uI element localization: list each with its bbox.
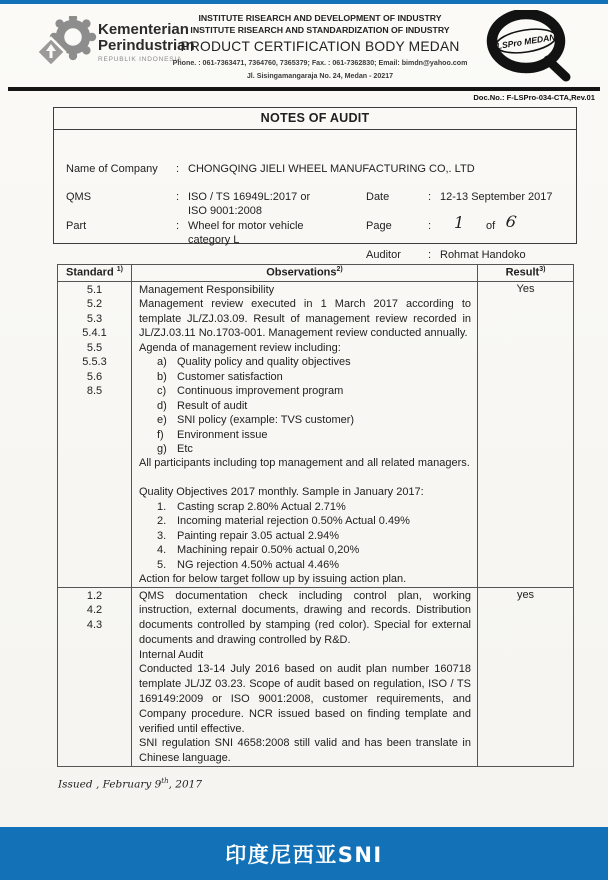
list-item: d) Result of audit: [157, 399, 248, 412]
list-item: 2. Incoming material rejection 0.50% Actual 0.49%: [157, 515, 410, 528]
colon: :: [176, 191, 180, 203]
company-value: CHONGQING JIELI WHEEL MANUFACTURING CO,. LTD: [188, 163, 475, 175]
list-item: 5. NG rejection 4.50% actual 4.46%: [157, 558, 340, 571]
colon: :: [428, 191, 432, 203]
agenda-intro: Agenda of management review including:: [139, 341, 341, 354]
table-row: [58, 282, 574, 588]
list-item: g) Etc: [157, 442, 193, 455]
page-total-handwritten: 6: [504, 211, 518, 232]
company-label: Name of Company: [66, 163, 158, 175]
part-value-line1: Wheel for motor vehicle: [188, 220, 304, 232]
notes-fields: [54, 130, 576, 261]
table-row: [58, 587, 574, 767]
lspro-medan-logo-icon: [486, 10, 578, 89]
doc-number: Doc.No.: F-LSPro-034-CTA,Rev.01: [473, 93, 595, 102]
observations-cell: [132, 282, 478, 588]
address-line: Jl. Sisingamangaraja No. 24, Medan - 20217: [246, 72, 394, 80]
part-value-line2: category L: [188, 234, 240, 246]
colon: :: [428, 220, 432, 232]
institute-line1: INSTITUTE RISEARCH AND DEVELOPMENT OF INDUSTRY: [198, 13, 442, 23]
obs-paragraph: QMS documentation check including control plan, working instruction, external documents, drawing and records. Distribution documents controlled by stamping (red color). Special for external documents and drawing controlled by R&D.: [139, 589, 471, 646]
auditor-value: Rohmat Handoko: [440, 249, 526, 261]
contact-line: Phone. : 061-7363471, 7364760, 7365379; Fax. : 061-7362830; Email: bimdn@yahoo.com: [172, 59, 468, 67]
ministry-line1: Kementerian: [98, 21, 189, 38]
list-item: f) Environment issue: [157, 428, 268, 441]
ministry-line2: Perindustrian: [98, 37, 195, 54]
result-cell: yes: [478, 587, 574, 767]
notes-title: NOTES OF AUDIT: [54, 108, 576, 130]
footer-banner-text: 印度尼西亚SNI: [225, 842, 383, 867]
date-value: 12-13 September 2017: [440, 191, 553, 203]
colon: :: [428, 249, 432, 261]
participants-line: All participants including top management and all related managers.: [139, 457, 470, 470]
list-item: e) SNI policy (example: TVS customer): [157, 414, 355, 427]
col-header-standard: Standard $^{1)}$: [58, 265, 132, 282]
page-of-label: of: [486, 220, 496, 232]
obs-paragraph: Conducted 13-14 July 2016 based on audit plan number 160718 template JL/JZ 03.23. Scope of audit based on regulation, ISO / TS 169149:2009 or ISO 9001:2008, customer requirements, and Company procedure. NCR issued based on finding template and verified until effective.: [139, 663, 471, 735]
obs-title: Management Responsibility: [139, 284, 275, 296]
colon: :: [176, 163, 180, 175]
top-blue-strip: [0, 0, 608, 4]
certification-body-name: PRODUCT CERTIFICATION BODY MEDAN: [180, 39, 460, 54]
list-item: c) Continuous improvement program: [157, 385, 344, 398]
audit-observations-table: [57, 264, 574, 767]
standard-cell: 1.2 4.2 4.3: [58, 587, 132, 767]
list-item: a) Quality policy and quality objectives: [157, 356, 351, 369]
blank-line: [139, 471, 471, 485]
letterhead-center: [150, 13, 490, 81]
footer-banner: [0, 827, 608, 880]
auditor-label: Auditor: [366, 249, 401, 261]
part-label: Part: [66, 220, 87, 232]
colon: :: [176, 220, 180, 232]
date-label: Date: [366, 191, 390, 203]
notes-of-audit-box: [53, 107, 577, 261]
action-line: Action for below target follow up by issuing action plan.: [139, 573, 407, 586]
objectives-intro: Quality Objectives 2017 monthly. Sample in January 2017:: [139, 486, 424, 499]
list-item: b) Customer satisfaction: [157, 370, 283, 383]
page-current-handwritten: 1: [454, 213, 465, 232]
standard-cell: 5.1 5.2 5.3 5.4.1 5.5 5.5.3 5.6 8.5: [58, 282, 132, 588]
page-label: Page: [366, 220, 392, 232]
observations-cell: [132, 587, 478, 767]
col-header-result: Result$^{3)}$: [478, 265, 574, 282]
obs-paragraph: Management review executed in 1 March 2017 according to template JL/ZJ.03.09. Result of management review recorded in JL/ZJ.03.11 No.1703-001. Management review conducted annually.: [139, 298, 471, 340]
lspro-logo-text: LSPro MEDAN: [496, 31, 557, 52]
qms-label: QMS: [66, 191, 92, 203]
list-item: 1. Casting scrap 2.80% Actual 2.71%: [157, 500, 346, 513]
obs-subtitle: Internal Audit: [139, 648, 204, 661]
col-header-observations: Observations$^{2)}$: [132, 265, 478, 282]
institute-line2: INSTITUTE RISEARCH AND STANDARDIZATION OF INDUSTRY: [190, 24, 450, 35]
table-header-row: [58, 265, 574, 282]
ministry-line3: REPUBLIK INDONESIA: [98, 56, 183, 63]
list-item: 4. Machining repair 0.50% actual 0,20%: [157, 544, 360, 557]
result-cell: Yes: [478, 282, 574, 588]
issued-date-line: Issued , February 9th, 2017: [58, 777, 203, 791]
qms-value-line1: ISO / TS 16949L:2017 or: [188, 191, 311, 203]
kemenperin-logo-icon: [36, 16, 98, 73]
list-item: 3. Painting repair 3.05 actual 2.94%: [157, 529, 340, 542]
obs-paragraph: SNI regulation SNI 4658:2008 still valid and has been translate in Chinese language.: [139, 737, 471, 765]
header-divider-rule: [8, 87, 600, 91]
qms-value-line2: ISO 9001:2008: [188, 205, 263, 217]
